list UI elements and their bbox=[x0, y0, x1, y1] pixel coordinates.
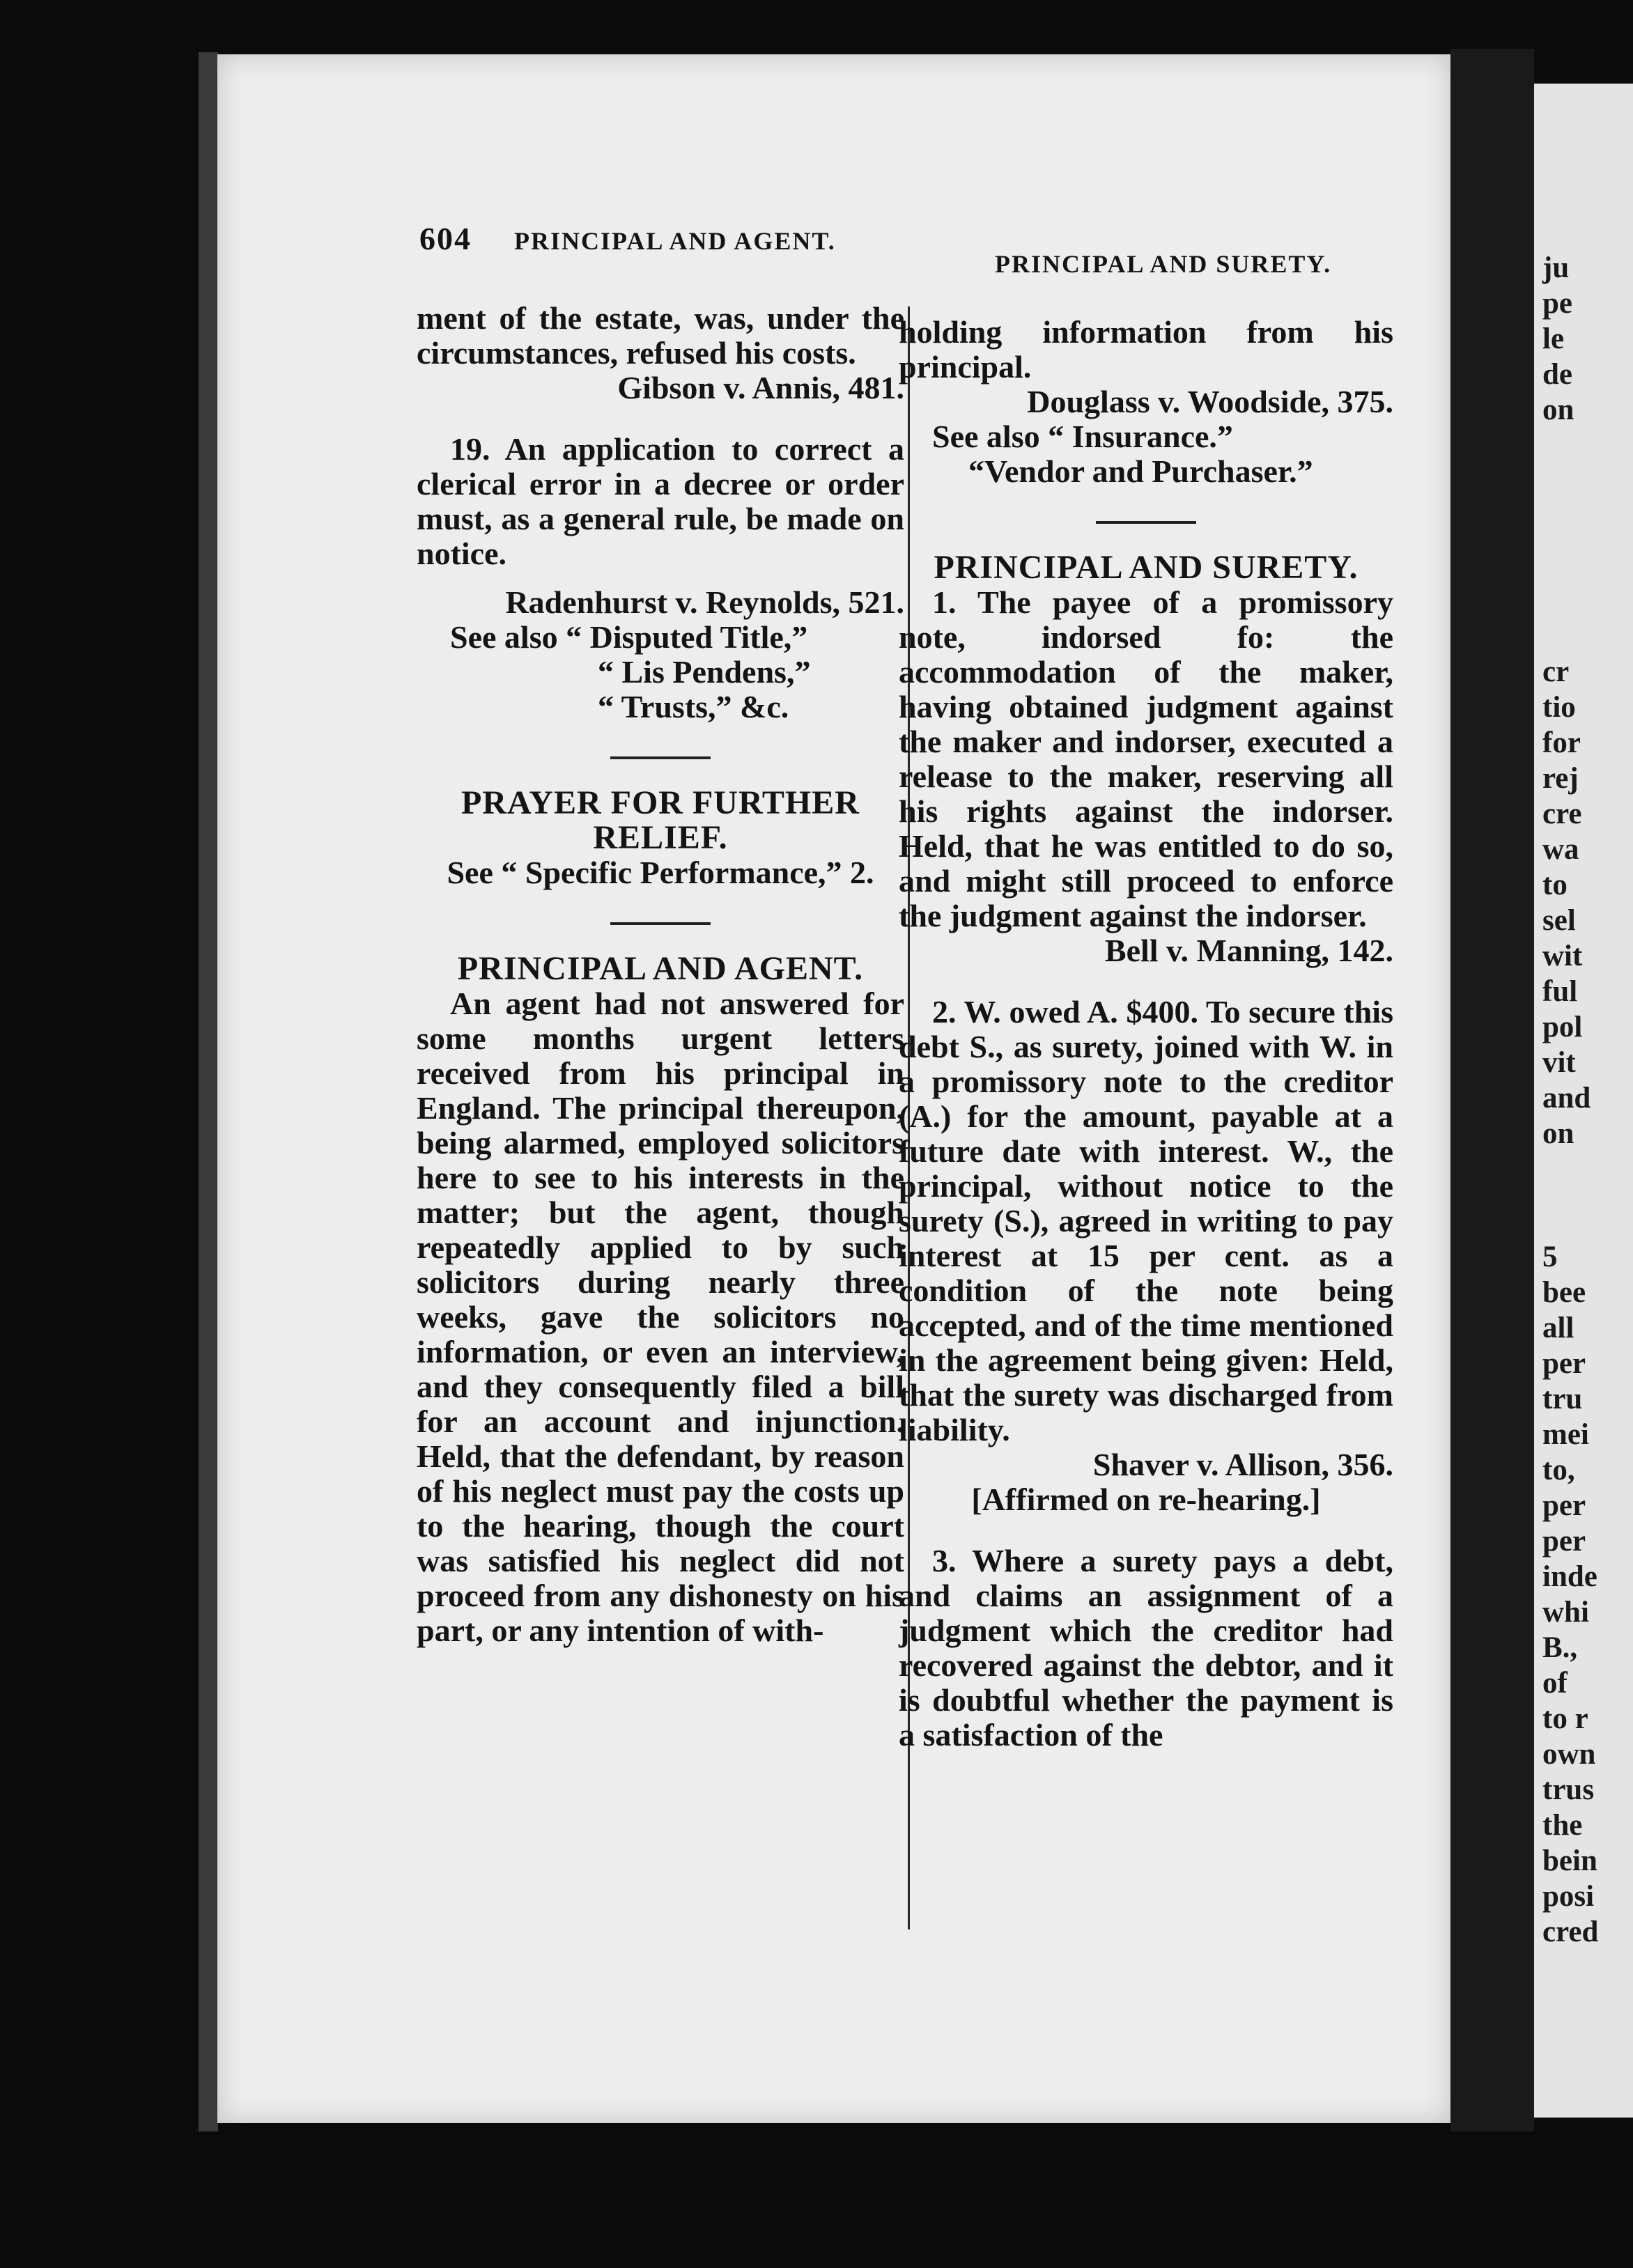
continuation-text: holding information from his principal. bbox=[899, 314, 1393, 385]
adjacent-page-line: to r bbox=[1542, 1702, 1588, 1735]
page-edge-shadow bbox=[199, 52, 218, 2131]
case-citation: Douglass v. Woodside, 375. bbox=[1027, 384, 1393, 419]
running-head-right: PRINCIPAL AND SURETY. bbox=[995, 250, 1332, 278]
adjacent-page-line: per bbox=[1542, 1347, 1586, 1380]
paragraph-19: 19. An application to correct a clerical error in a decree or order must, as a general rule, be made on notice. bbox=[417, 431, 904, 571]
case-citation: Gibson v. Annis, 481. bbox=[617, 370, 904, 405]
adjacent-page-line: ju bbox=[1542, 251, 1570, 284]
adjacent-page-line: all bbox=[1542, 1312, 1574, 1344]
paragraph-1: 1. The payee of a promissory note, indorsed fo: the accommodation of the maker, having obtained judgment against the maker and indorser, executed a release to the maker, reserving all his rights against the indorser. Held, that he was entitled to do so, and might still proceed to enforce the judgment against the indorser. bbox=[899, 584, 1393, 933]
affirmed-note: [Affirmed on re-hearing.] bbox=[971, 1482, 1321, 1517]
adjacent-page-line: to, bbox=[1542, 1454, 1575, 1486]
adjacent-page-line: sel bbox=[1542, 904, 1576, 937]
adjacent-page-line: mei bbox=[1542, 1418, 1589, 1451]
adjacent-page-line: de bbox=[1542, 358, 1572, 391]
book-gutter bbox=[1450, 49, 1534, 2131]
adjacent-page-line: own bbox=[1542, 1738, 1596, 1771]
running-head-left: PRINCIPAL AND AGENT. bbox=[514, 227, 836, 255]
adjacent-page-line: for bbox=[1542, 727, 1581, 759]
adjacent-page-line: posi bbox=[1542, 1880, 1595, 1913]
adjacent-page-line: cred bbox=[1542, 1916, 1599, 1948]
see-also: See also “ Disputed Title,” bbox=[450, 619, 808, 655]
adjacent-page-line: pol bbox=[1542, 1011, 1583, 1043]
section-heading-surety: PRINCIPAL AND SURETY. bbox=[934, 549, 1359, 586]
adjacent-page-line: the bbox=[1542, 1809, 1583, 1842]
adjacent-page-line: bein bbox=[1542, 1844, 1597, 1877]
section-rule bbox=[1096, 521, 1196, 524]
see-also: See also “ Insurance.” bbox=[932, 419, 1233, 454]
adjacent-page-line: to bbox=[1542, 869, 1568, 901]
section-rule bbox=[610, 922, 711, 925]
case-citation: Bell v. Manning, 142. bbox=[1104, 933, 1393, 968]
paragraph-2: 2. W. owed A. $400. To secure this debt S., as surety, joined with W. in a promissory note to the creditor (A.) for the amount, payable at a future date with interest. W., the principal, without notice to the surety (S.), agreed in writing to pay interest at 15 per cent. as a condition of the note being accepted, and of the time mentioned in the agreement being given: Held, that the surety was discharged from liability. bbox=[899, 994, 1393, 1447]
case-citation: Shaver v. Allison, 356. bbox=[1092, 1447, 1393, 1482]
adjacent-page-line: inde bbox=[1542, 1560, 1597, 1593]
adjacent-page-line: tio bbox=[1542, 691, 1576, 724]
section-heading-agent: PRINCIPAL AND AGENT. bbox=[457, 950, 864, 987]
adjacent-page-line: whi bbox=[1542, 1596, 1589, 1629]
adjacent-page-line: per bbox=[1542, 1489, 1586, 1522]
adjacent-page-line: 5 bbox=[1542, 1241, 1558, 1273]
adjacent-page-line: rej bbox=[1542, 762, 1579, 795]
adjacent-page-fragment bbox=[1534, 84, 1633, 2118]
adjacent-page-line: on bbox=[1542, 394, 1574, 426]
adjacent-page-line: ful bbox=[1542, 975, 1578, 1008]
section-heading-prayer: PRAYER FOR FURTHER RELIEF. bbox=[461, 784, 860, 856]
adjacent-page-line: B., bbox=[1542, 1631, 1578, 1664]
see-also-item: “ Trusts,” &c. bbox=[598, 689, 789, 724]
adjacent-page-line: trus bbox=[1542, 1773, 1595, 1806]
adjacent-page-line: bee bbox=[1542, 1276, 1586, 1309]
adjacent-page-line: pe bbox=[1542, 287, 1572, 320]
agent-paragraph: An agent had not answered for some months urgent letters received from his principal in England. The principal thereupon, being alarmed, employed solicitors here to see to his interests in the matter; but the agent, though repeatedly applied to by such solicitors during nearly three weeks, gave the solicitors no information, or even an interview, and they consequently filed a bill for an account and injunction. Held, that the defendant, by reason of his neglect must pay the costs up to the hearing, though the court was satisfied his neglect did not proceed from any dishonesty on his part, or any intention of with- bbox=[417, 986, 904, 1648]
case-citation: Radenhurst v. Reynolds, 521. bbox=[505, 584, 904, 620]
continuation-text: ment of the estate, was, under the circumstances, refused his costs. bbox=[417, 300, 904, 371]
adjacent-page-line: cre bbox=[1542, 798, 1582, 830]
section-rule bbox=[610, 756, 711, 759]
page-number: 604 bbox=[419, 221, 472, 256]
adjacent-page-line: per bbox=[1542, 1525, 1586, 1558]
adjacent-page-line: of bbox=[1542, 1667, 1568, 1700]
adjacent-page-line: and bbox=[1542, 1082, 1591, 1114]
adjacent-page-line: on bbox=[1542, 1117, 1574, 1150]
see-also-item: “Vendor and Purchaser.” bbox=[968, 453, 1313, 489]
paragraph-3: 3. Where a surety pays a debt, and claims an assignment of a judgment which the creditor had recovered against the debtor, and it is doubtful whether the payment is a satisfaction of the bbox=[899, 1543, 1393, 1753]
see-also-item: “ Lis Pendens,” bbox=[598, 654, 811, 690]
adjacent-page-line: wit bbox=[1542, 940, 1583, 972]
see-reference: See “ Specific Performance,” 2. bbox=[447, 855, 874, 890]
adjacent-page-line: le bbox=[1542, 323, 1565, 355]
adjacent-page-line: tru bbox=[1542, 1383, 1583, 1415]
right-column bbox=[899, 315, 1393, 1753]
adjacent-page-line: cr bbox=[1542, 655, 1570, 688]
adjacent-page-line: vit bbox=[1542, 1046, 1576, 1079]
left-column bbox=[417, 301, 904, 1648]
adjacent-page-line: wa bbox=[1542, 833, 1579, 866]
